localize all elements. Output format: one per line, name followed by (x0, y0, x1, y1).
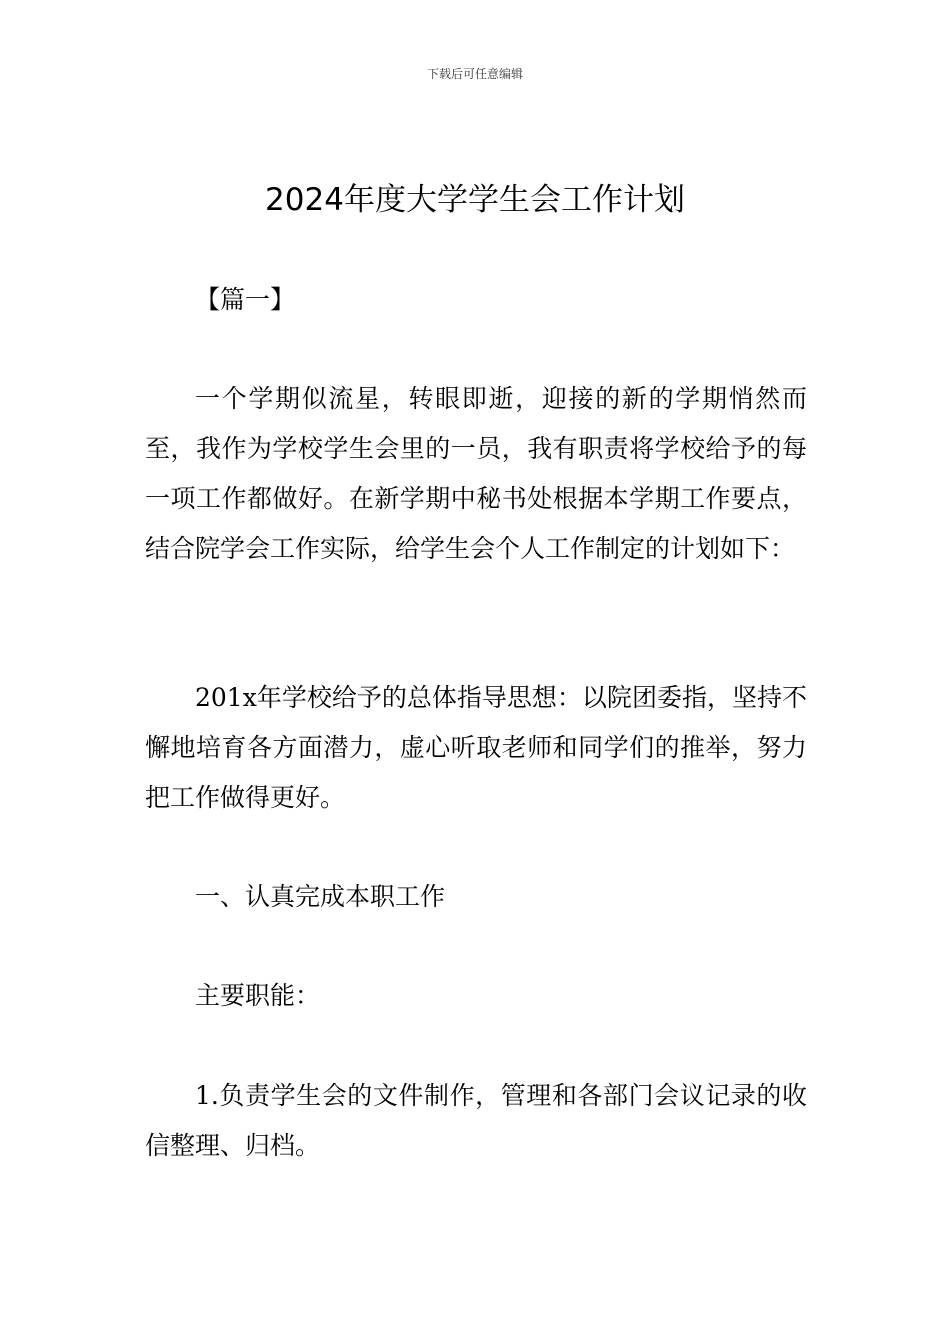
paragraph-guide: 201x年学校给予的总体指导思想：以院团委指，坚持不懈地培育各方面潜力，虚心听取老师和同学们的推举，努力把工作做得更好。 (145, 683, 807, 812)
paragraph-intro: 一个学期似流星，转眼即逝，迎接的新的学期悄然而至，我作为学校学生会里的一员，我有职责将学校给予的每一项工作都做好。在新学期中秘书处根据本学期工作要点，结合院学会工作实际，给学生会个人工作制定的计划如下： (145, 384, 807, 563)
list-item-1: 1.负责学生会的文件制作，管理和各部门会议记录的收信整理、归档。 (145, 1081, 807, 1160)
section-heading-1: 一、认真完成本职工作 (195, 882, 446, 911)
document-title: 2024年度大学学生会工作计划 (265, 182, 685, 218)
header-note: 下载后可任意编辑 (426, 67, 523, 81)
section-label: 【篇一】 (195, 285, 296, 314)
paragraph-duties: 主要职能： (195, 981, 321, 1010)
